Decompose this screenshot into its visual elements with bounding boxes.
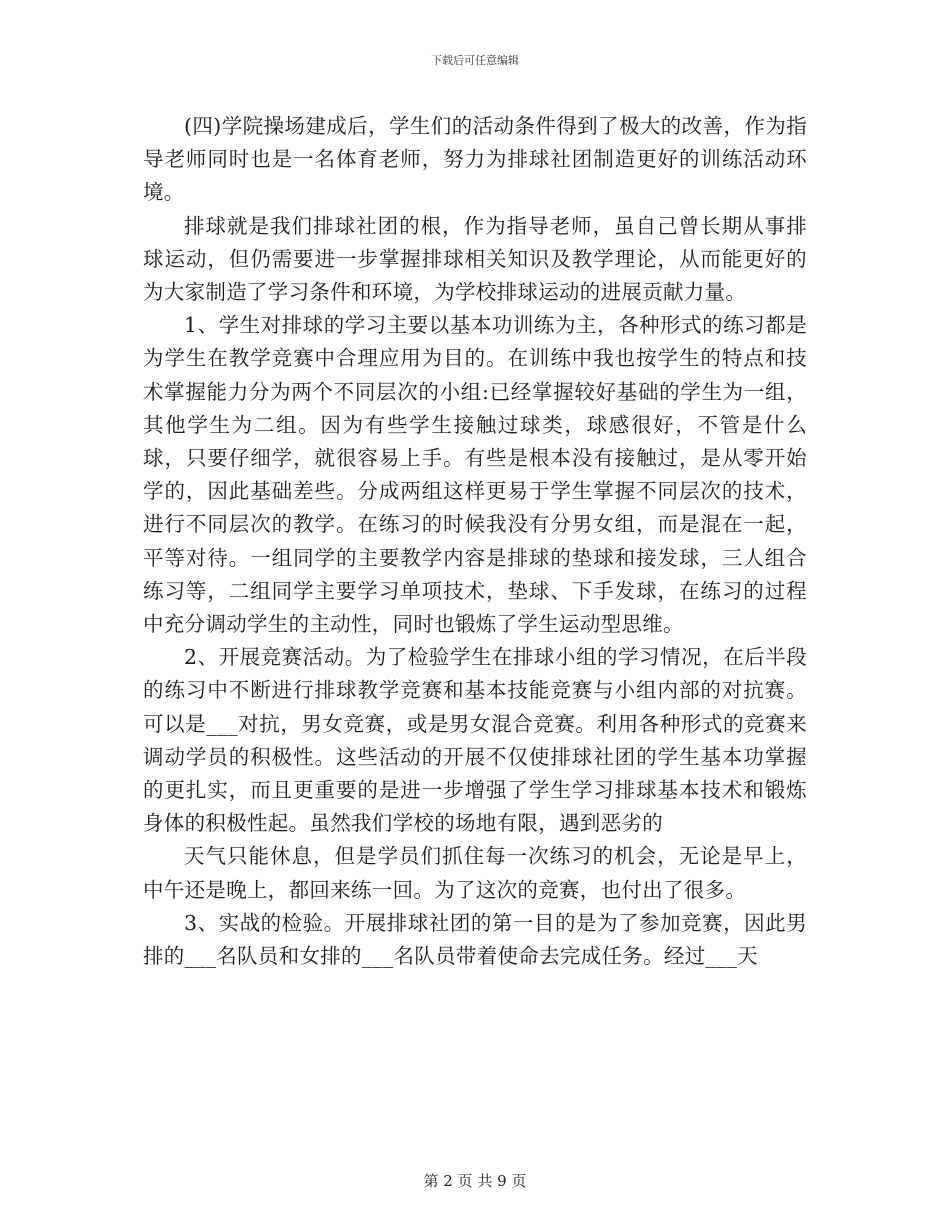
document-body <box>143 110 807 973</box>
page-header: 下载后可任意编辑 <box>431 54 519 67</box>
paragraph-5: 天气只能休息，但是学员们抓住每一次练习的机会，无论是早上，中午还是晚上，都回来练一回。为了这次的竞赛，也付出了很多。 <box>143 844 807 902</box>
paragraph-1: (四)学院操场建成后，学生们的活动条件得到了极大的改善，作为指导老师同时也是一名体育老师，努力为排球社团制造更好的训练活动环境。 <box>143 114 807 205</box>
page-footer: 第 2 页 共 9 页 <box>423 1172 527 1190</box>
paragraph-3: 1、学生对排球的学习主要以基本功训练为主，各种形式的练习都是为学生在教学竞赛中合理应用为目的。在训练中我也按学生的特点和技术掌握能力分为两个不同层次的小组:已经掌握较好基础的学生为一组，其他学生为二组。因为有些学生接触过球类，球感很好，不管是什么球，只要仔细学，就很容易上手。有些是根本没有接触过，是从零开始学的，因此基础差些。分成两组这样更易于学生掌握不同层次的技术，进行不同层次的教学。在练习的时候我没有分男女组，而是混在一起，平等对待。一组同学的主要教学内容是排球的垫球和接发球，三人组合练习等，二组同学主要学习单项技术，垫球、下手发球，在练习的过程中充分调动学生的主动性，同时也锻炼了学生运动型思维。 <box>143 313 807 637</box>
paragraph-6: 3、实战的检验。开展排球社团的第一目的是为了参加竞赛，因此男排的___名队员和女排的___名队员带着使命去完成任务。经过___天 <box>143 910 807 969</box>
paragraph-4: 2、开展竞赛活动。为了检验学生在排球小组的学习情况，在后半段的练习中不断进行排球教学竞赛和基本技能竞赛与小组内部的对抗赛。可以是___对抗，男女竞赛，或是男女混合竞赛。利用各种形式的竞赛来调动学员的积极性。这些活动的开展不仅使排球社团的学生基本功掌握的更扎实，而且更重要的是进一步增强了学生学习排球基本技术和锻炼身体的积极性起。虽然我们学校的场地有限，遇到恶劣的 <box>143 645 807 836</box>
paragraph-2: 排球就是我们排球社团的根，作为指导老师，虽自己曾长期从事排球运动，但仍需要进一步掌握排球相关知识及教学理论，从而能更好的为大家制造了学习条件和环境，为学校排球运动的进展贡献力量。 <box>143 213 807 305</box>
